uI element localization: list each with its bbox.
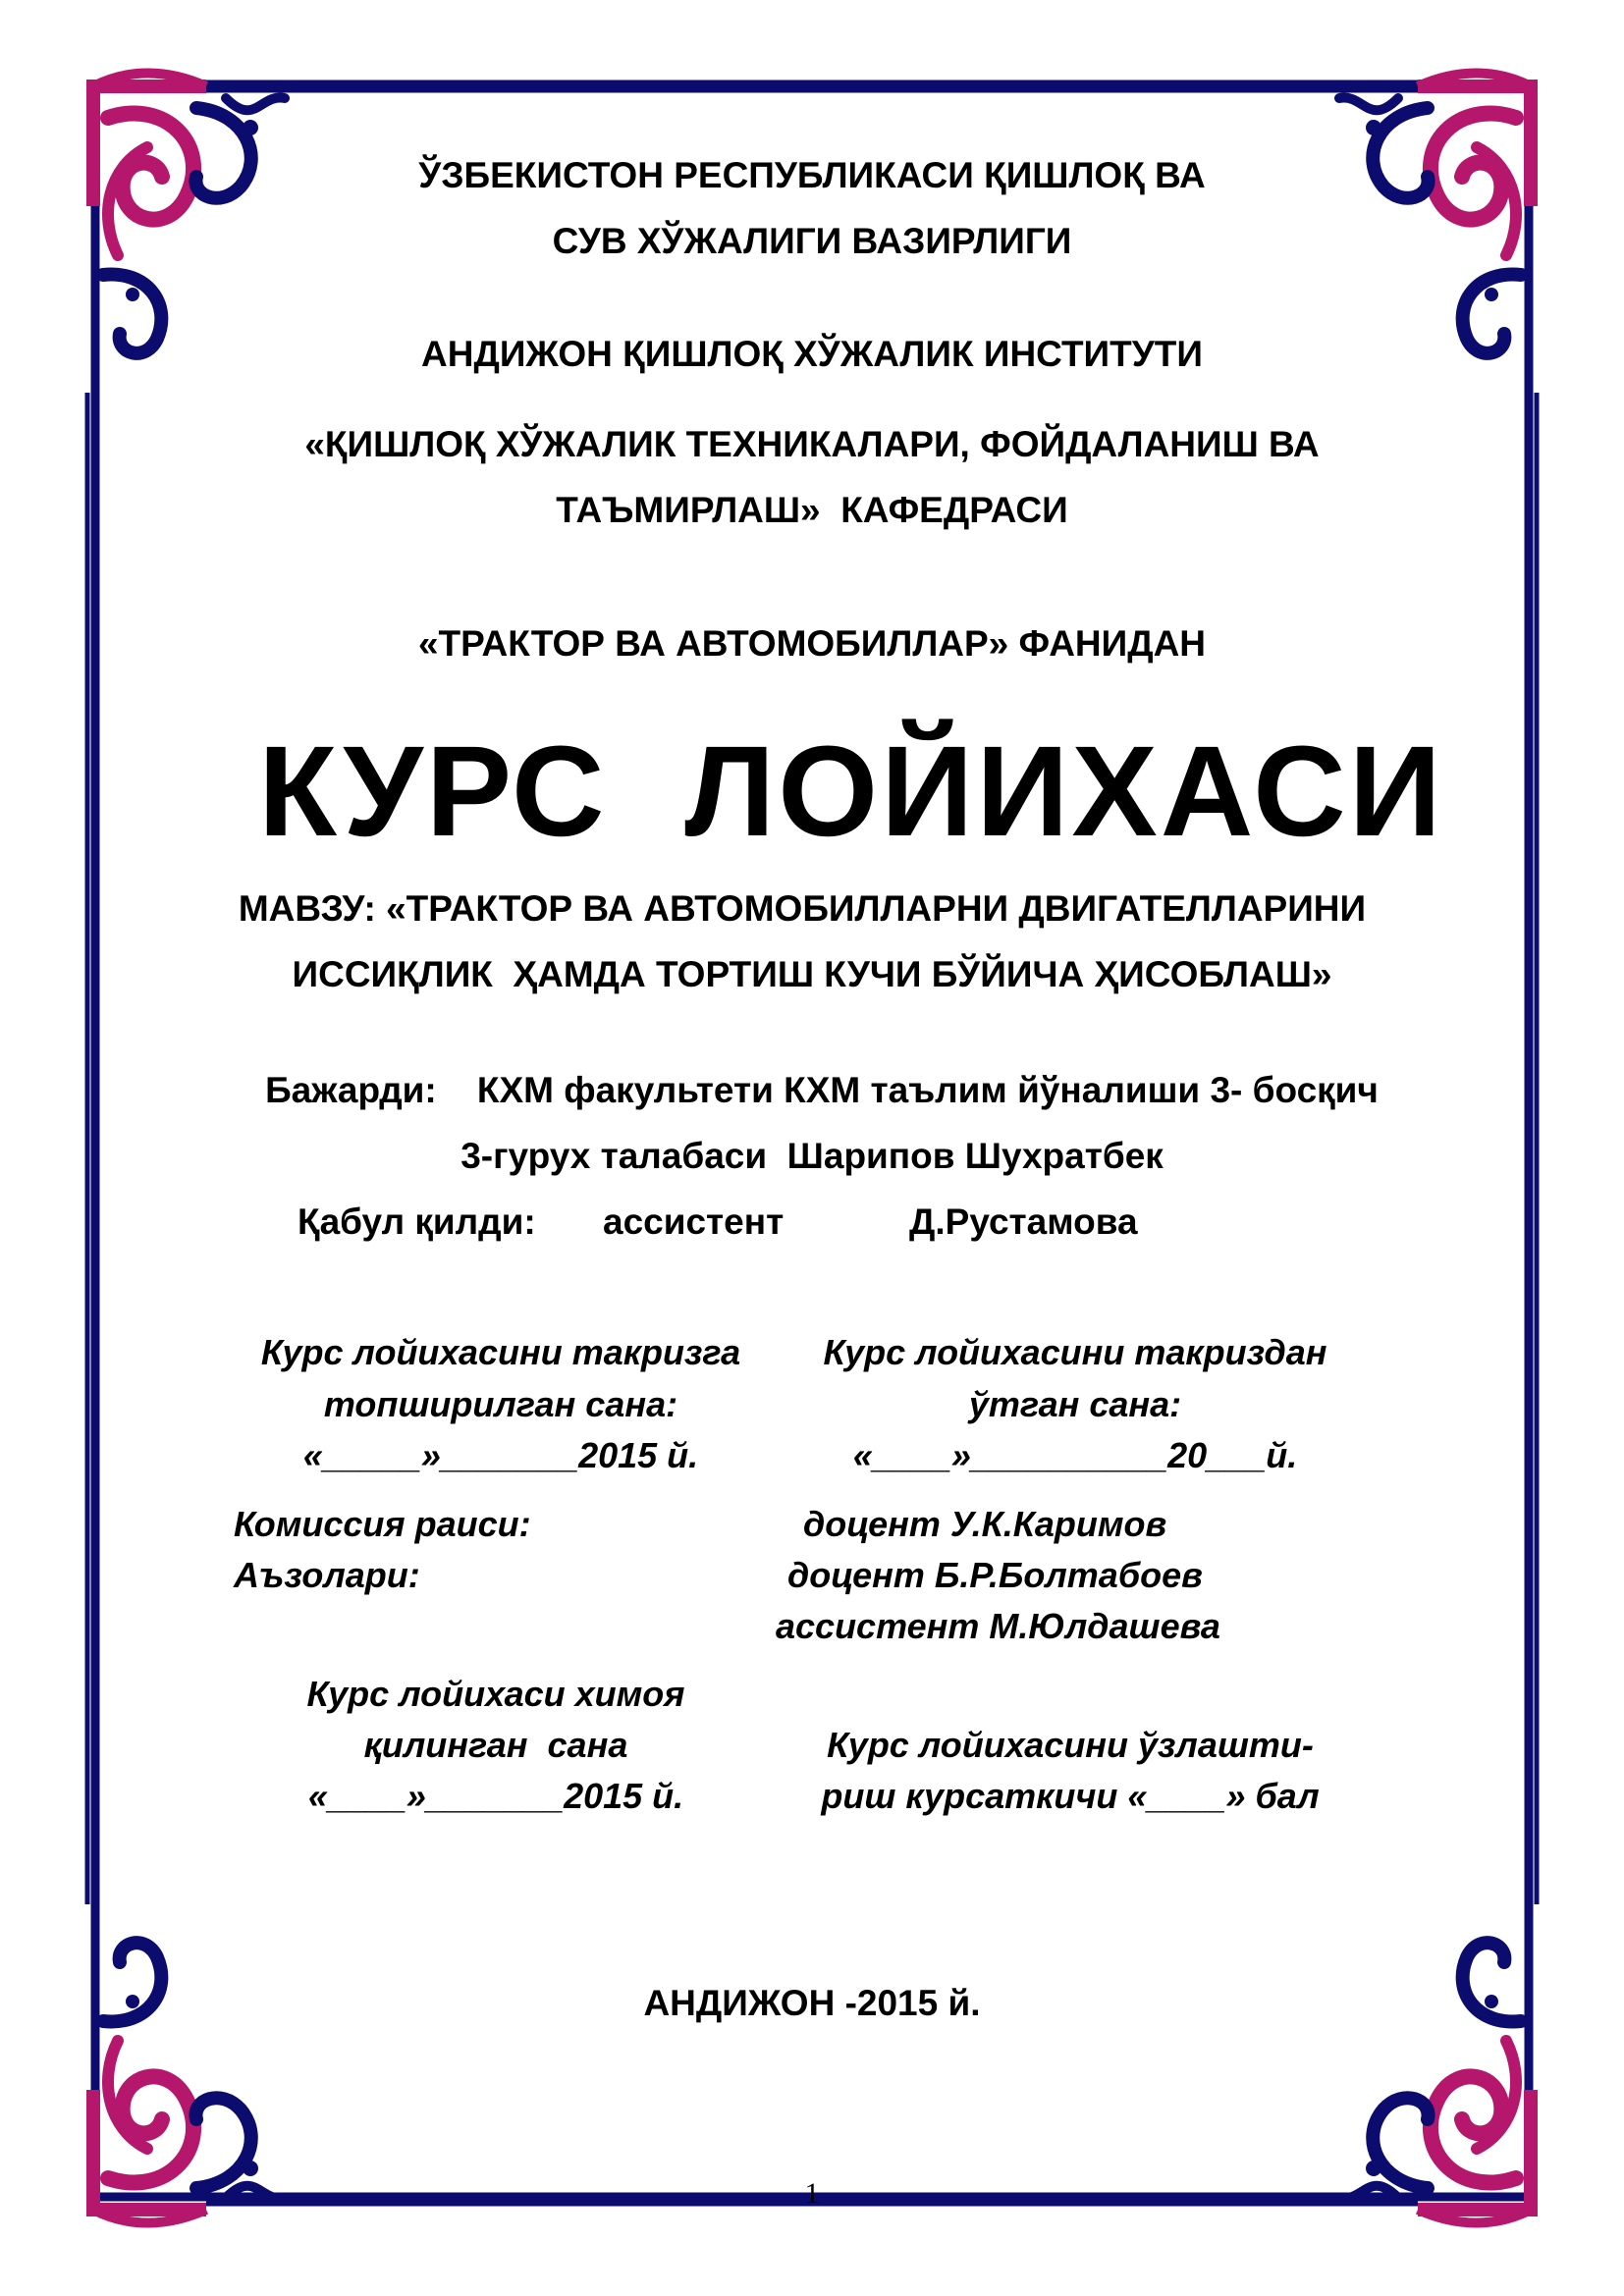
ministry-line-2: СУВ ХЎЖАЛИГИ ВАЗИРЛИГИ [552,221,1072,261]
ministry-line-1: ЎЗБЕКИСТОН РЕСПУБЛИКАСИ ҚИШЛОҚ ВА [418,155,1206,195]
document-title: КУРС ЛОЙИХАСИ [258,719,1444,863]
defense-score-line-1: Курс лойихасини ўзлашти- [827,1725,1314,1765]
city-year: АНДИЖОН -2015 й. [643,1983,981,2023]
performer-line-2: 3-гурух талабаси Шарипов Шухратбек [460,1136,1164,1176]
topic-line-1: МАВЗУ: «ТРАКТОР ВА АВТОМОБИЛЛАРНИ ДВИГАТЕЛЛАРИНИ [238,888,1367,929]
topic-line-2: ИССИҚЛИК ҲАМДА ТОРТИШ КУЧИ БЎЙИЧА ҲИСОБЛАШ» [292,954,1332,994]
review-passed-line-3: «____»__________20___й. [852,1435,1298,1475]
review-passed-line-1: Курс лойихасини такриздан [823,1332,1327,1372]
review-submitted-line-1: Курс лойихасини такризга [260,1332,741,1372]
commission-member-2: ассистент М.Юлдашева [776,1606,1220,1646]
subject-line: «ТРАКТОР ВА АВТОМОБИЛЛАР» ФАНИДАН [417,623,1207,664]
review-submitted-line-2: топширилган сана: [323,1384,678,1424]
accepted-label: Қабул қилди: [298,1201,536,1242]
page-number: 1 [804,2177,820,2210]
department-line-1: «ҚИШЛОҚ ХЎЖАЛИК ТЕХНИКАЛАРИ, ФОЙДАЛАНИШ ВА [304,424,1320,464]
commission-chair-label: Комиссия раиси: [234,1504,531,1544]
defense-score-line-2: риш курсаткичи «____» бал [821,1776,1320,1816]
review-submitted-line-3: «_____»_______2015 й. [302,1435,699,1475]
performer-line-1: Бажарди: КХМ факультети КХМ таълим йўналиши 3- босқич [265,1070,1379,1110]
commission-members-label: Аъзолари: [234,1555,420,1595]
accepted-position: ассистент [603,1201,785,1242]
commission-member-1: доцент Б.Р.Болтабоев [787,1555,1203,1595]
institute-name: АНДИЖОН ҚИШЛОҚ ХЎЖАЛИК ИНСТИТУТИ [421,334,1203,374]
review-passed-line-2: ўтган сана: [968,1384,1182,1424]
department-line-2: ТАЪМИРЛАШ» КАФЕДРАСИ [556,490,1068,530]
defense-date-line-3: «____»_______2015 й. [307,1776,684,1816]
commission-chair-name: доцент У.К.Каримов [803,1504,1167,1544]
accepted-name: Д.Рустамова [909,1201,1138,1242]
defense-date-line-1: Курс лойихаси химоя [306,1674,685,1714]
defense-date-line-2: қилинган сана [363,1725,628,1765]
